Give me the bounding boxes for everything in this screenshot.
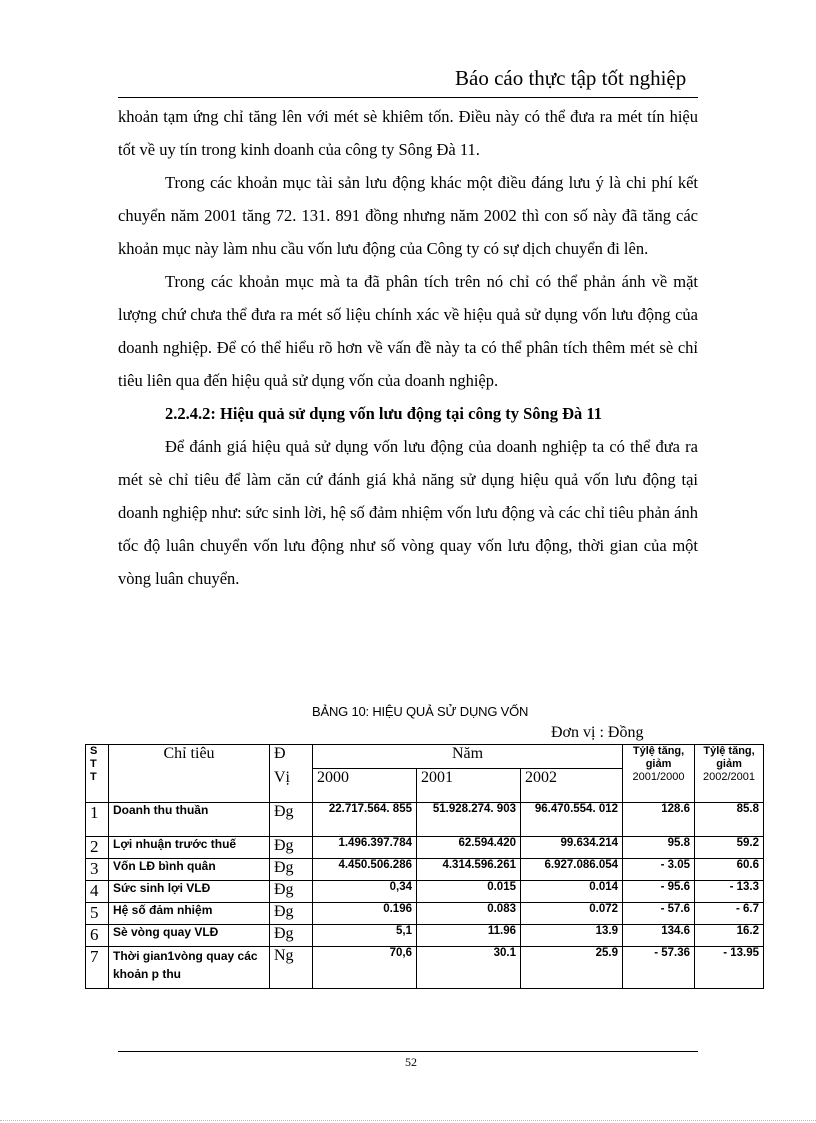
paragraph-4: Để đánh giá hiệu quả sử dụng vốn lưu động của doanh nghiệp ta có thể đưa ra mét sè chỉ tiêu để làm căn cứ đánh giá khả năng sử dụng hiệu quả vốn lưu động tại doanh nghiệp như: sức sinh lời, hệ số đảm nhiệm vốn lưu động và các chỉ tiêu phản ánh tốc độ luân chuyển vốn lưu động như số vòng quay vốn lưu động, thời gian của một vòng luân chuyển. (118, 437, 698, 588)
header-stt-s: S (90, 745, 98, 757)
body-text (118, 100, 698, 595)
header-unit-bottom: Vị (270, 769, 313, 803)
row-name: Sức sinh lợi VLĐ (109, 881, 270, 903)
row-2002: 0.014 (521, 881, 623, 903)
row-rate1: 95.8 (623, 837, 695, 859)
row-name: Vốn LĐ bình quân (109, 859, 270, 881)
table-row (86, 837, 764, 859)
row-2002: 6.927.086.054 (521, 859, 623, 881)
row-2001: 0.083 (417, 903, 521, 925)
row-2002: 25.9 (521, 947, 623, 989)
row-stt: 1 (86, 803, 109, 837)
paragraph-2: Trong các khoản mục tài sản lưu động khác một điều đáng lưu ý là chi phí kết chuyển năm 2001 tăng 72. 131. 891 đồng nhưng năm 2002 thì con số này đã tăng các khoản mục này làm nhu cầu vốn lưu động của Công ty có sự dịch chuyển đi lên. (118, 173, 698, 258)
row-2001: 11.96 (417, 925, 521, 947)
table-caption: BẢNG 10: HIỆU QUẢ SỬ DỤNG VỐN (312, 704, 529, 719)
row-2000: 4.450.506.286 (313, 859, 417, 881)
paragraph-1: khoản tạm ứng chỉ tăng lên với mét sè khiêm tốn. Điều này có thể đưa ra mét tín hiệu tốt về uy tín trong kinh doanh của công ty Sông Đà 11. (118, 107, 698, 159)
row-2000: 70,6 (313, 947, 417, 989)
row-rate2: - 13.3 (695, 881, 764, 903)
page-number: 52 (405, 1055, 417, 1069)
row-2000: 1.496.397.784 (313, 837, 417, 859)
row-stt: 3 (86, 859, 109, 881)
header-rule (118, 97, 698, 98)
footer-rule (118, 1051, 698, 1052)
header-rate-2001-2000 (623, 745, 695, 803)
row-rate2: 59.2 (695, 837, 764, 859)
row-rate1: - 57.6 (623, 903, 695, 925)
header-rate1-line2: giảm (645, 758, 672, 770)
header-rate2-line1: Tỷlệ tăng, (703, 745, 755, 757)
row-unit: Đg (270, 837, 313, 859)
table-header-row (86, 745, 764, 769)
row-rate2: - 13.95 (695, 947, 764, 989)
row-unit: Đg (270, 881, 313, 903)
row-rate1: 134.6 (623, 925, 695, 947)
row-rate1: - 3.05 (623, 859, 695, 881)
row-rate2: 60.6 (695, 859, 764, 881)
row-2002: 99.634.214 (521, 837, 623, 859)
row-name: Hệ số đảm nhiệm (109, 903, 270, 925)
header-stt (86, 745, 109, 803)
header-year-2001: 2001 (417, 769, 521, 803)
header-indicator: Chỉ tiêu (109, 745, 270, 803)
header-unit-top: Đ (270, 745, 313, 769)
row-2002: 96.470.554. 012 (521, 803, 623, 837)
row-2000: 5,1 (313, 925, 417, 947)
row-name: Lợi nhuận trước thuế (109, 837, 270, 859)
header-year-group: Năm (313, 745, 623, 769)
row-2002: 0.072 (521, 903, 623, 925)
row-2001: 0.015 (417, 881, 521, 903)
table-row (86, 903, 764, 925)
efficiency-table (85, 744, 764, 989)
row-2000: 22.717.564. 855 (313, 803, 417, 837)
row-unit: Ng (270, 947, 313, 989)
row-2000: 0,34 (313, 881, 417, 903)
header-rate-2002-2001 (695, 745, 764, 803)
row-stt: 7 (86, 947, 109, 989)
row-unit: Đg (270, 903, 313, 925)
row-name: Doanh thu thuần (109, 803, 270, 837)
table-row (86, 803, 764, 837)
row-rate2: 85.8 (695, 803, 764, 837)
section-heading: 2.2.4.2: Hiệu quả sử dụng vốn lưu động tại công ty Sông Đà 11 (165, 404, 602, 423)
header-rate2-line3: 2002/2001 (703, 771, 756, 783)
row-2000: 0.196 (313, 903, 417, 925)
paragraph-3: Trong các khoản mục mà ta đã phân tích trên nó chỉ có thể phản ánh về mặt lượng chứ chưa thể đưa ra mét số liệu chính xác về hiệu quả sử dụng vốn lưu động của doanh nghiệp. Để có thể hiểu rõ hơn về vấn đề này ta có thể phân tích thêm mét sè chỉ tiêu liên qua đến hiệu quả sử dụng vốn của doanh nghiệp. (118, 272, 698, 390)
row-stt: 4 (86, 881, 109, 903)
row-rate1: 128.6 (623, 803, 695, 837)
page-edge-divider (0, 1120, 816, 1121)
header-title: Báo cáo thực tập tốt nghiệp (455, 66, 687, 90)
row-name: Thời gian1vòng quay các khoản p thu (109, 947, 270, 989)
row-2002: 13.9 (521, 925, 623, 947)
header-rate1-line1: Tỷlệ tăng, (632, 745, 685, 757)
header-stt-t1: T (90, 758, 97, 770)
header-year-2000: 2000 (313, 769, 417, 803)
header-stt-t2: T (90, 771, 97, 783)
row-rate1: - 95.6 (623, 881, 695, 903)
row-rate1: - 57.36 (623, 947, 695, 989)
header-year-2002: 2002 (521, 769, 623, 803)
row-2001: 30.1 (417, 947, 521, 989)
row-stt: 5 (86, 903, 109, 925)
row-unit: Đg (270, 803, 313, 837)
row-name: Sè vòng quay VLĐ (109, 925, 270, 947)
table-row (86, 947, 764, 989)
table-row (86, 925, 764, 947)
row-2001: 62.594.420 (417, 837, 521, 859)
row-2001: 51.928.274. 903 (417, 803, 521, 837)
row-stt: 6 (86, 925, 109, 947)
table-row (86, 859, 764, 881)
row-rate2: 16.2 (695, 925, 764, 947)
row-2001: 4.314.596.261 (417, 859, 521, 881)
header-rate2-line2: giảm (716, 758, 742, 770)
table-unit: Đơn vị : Đồng (551, 724, 644, 741)
row-unit: Đg (270, 859, 313, 881)
row-stt: 2 (86, 837, 109, 859)
row-unit: Đg (270, 925, 313, 947)
header-rate1-line3: 2001/2000 (632, 771, 685, 783)
row-rate2: - 6.7 (695, 903, 764, 925)
table-row (86, 881, 764, 903)
table-body (86, 803, 764, 989)
